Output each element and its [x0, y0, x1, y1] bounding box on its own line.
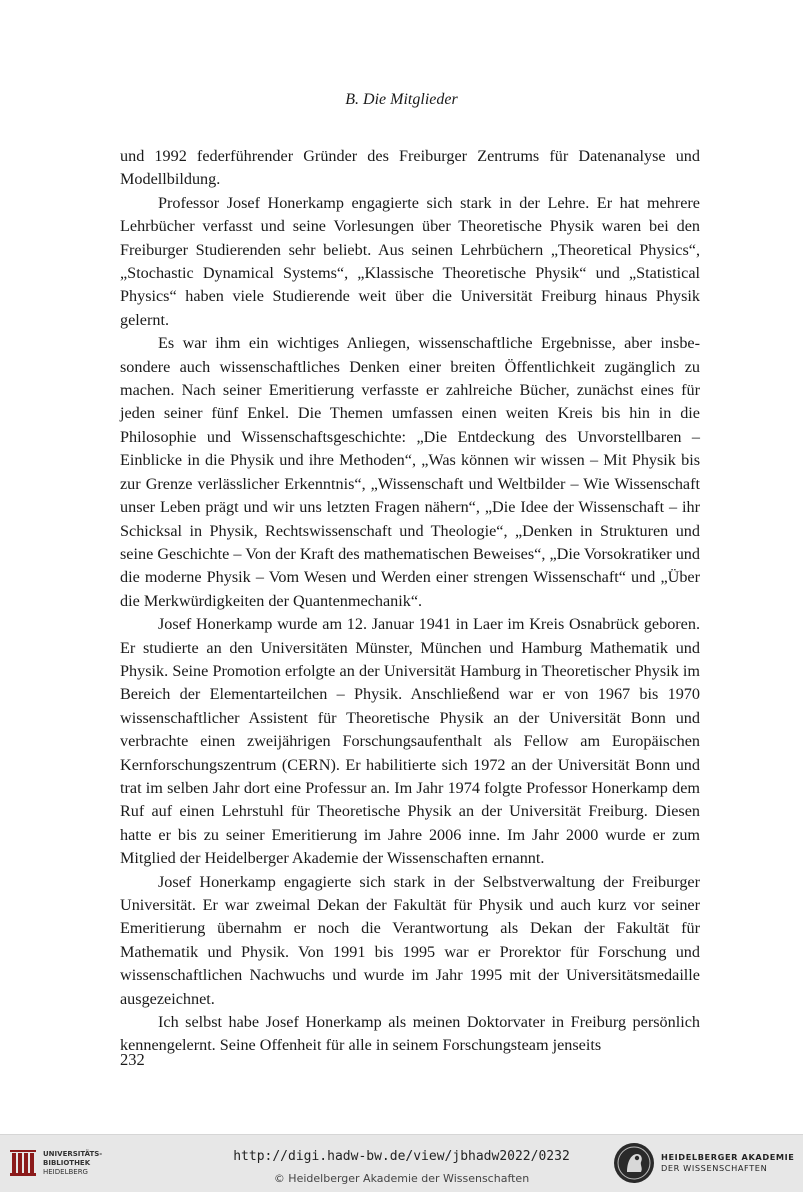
running-head: B. Die Mitglieder [345, 91, 458, 108]
body-text [120, 145, 700, 1058]
paragraph: Ich selbst habe Josef Honerkamp als meinen Doktorvater in Freiburg persönlich kennengelernt. Seine Offenheit für alle in seinem Forschungsteam jenseits [120, 1013, 700, 1055]
ub-logo-line: HEIDELBERG [43, 1168, 88, 1176]
page-number: 232 [120, 1050, 145, 1069]
academy-logo[interactable] [613, 1142, 797, 1184]
footer-bar [0, 1134, 803, 1192]
paragraph: Professor Josef Honerkamp engagierte sich stark in der Lehre. Er hat mehrere Lehrbücher verfasst und seine Vorlesungen über Theoretische Physik waren bei den Freiburger Studierenden sehr beliebt. Aus seinen Lehrbüchern „Theoretical Physics“, „Stochastic Dynamical Systems“, „Klassische Theoretische Physik“ und „Statistical Physics“ haben viele Studierende weit über die Universität Freiburg hinaus Physik gelernt. [120, 193, 700, 329]
academy-logo-line: DER WISSENSCHAFTEN [661, 1163, 768, 1173]
academy-logo-line: HEIDELBERGER AKADEMIE [661, 1152, 795, 1162]
copyright-notice: © Heidelberger Akademie der Wissenschaften [273, 1172, 530, 1185]
permalink-url[interactable]: http://digi.hadw-bw.de/view/jbhadw2022/0232 [233, 1149, 570, 1164]
ub-logo-line: UNIVERSITÄTS- [43, 1150, 103, 1158]
academy-label [661, 1152, 795, 1174]
paragraph: Josef Honerkamp wurde am 12. Januar 1941 in Laer im Kreis Osnabrück geboren. Er studierte an den Universitäten Münster, München und Hamburg Mathematik und Physik. Seine Promotion erfolgte an der Universität Hamburg in Theoretischer Physik im Bereich der Elementarteilchen – Physik. Anschließend war er von 1967 bis 1970 wissenschaftlicher Assistent für Theoretische Physik an der Universität Bonn und verbrachte einen zweijährigen Forschungsaufenthalt als Fellow am Europäischen Kernforschungszentrum (CERN). Er habilitierte sich 1972 an der Universität Bonn und trat im selben Jahr dort eine Professur an. Im Jahr 1974 folgte Professor Honerkamp dem Ruf auf einen Lehrstuhl für Theoretische Physik an der Universität Freiburg. Diesen hatte er bis zu seiner Emeritierung im Jahre 2006 inne. Im Jahr 2000 wurde er zum Mitglied der Heidelberger Akademie der Wissenschaften ernannt. [120, 615, 700, 868]
academy-seal-icon [613, 1142, 655, 1184]
paragraph: Es war ihm ein wichtiges Anliegen, wissenschaftliche Ergebnisse, aber insbesondere auch wissenschaftliches Denken einer breiten Öffentlichkeit zugänglich zu machen. Nach seiner Emeritierung verfasste er zahlreiche Bücher, zunächst eines für jeden seiner fünf Enkel. Die Themen umfassen einen weiten Kreis bis hin in die Philosophie und Wissenschaftsgeschichte: „Die Entdeckung des Unvorstellbaren – Einblicke in die Physik und ihre Methoden“, „Was können wir wissen – Mit Physik bis zur Grenze verlässlicher Erkenntnis“, „Wissenschaft und Weltbilder – Wie Wissenschaft unser Leben prägt und wir uns letzten Fragen nähern“, „Die Idee der Wissenschaft – ihr Schicksal in Physik, Rechtswissenschaft und Theologie“, „Denken in Strukturen und seine Geschichte – Von der Kraft des mathematischen Beweises“, „Die Vorsokratiker und die moderne Physik – Vom Wesen und Werden einer strengen Wissenschaft“ und „Über die Merkwürdigkeiten der Quantenmechanik“. [120, 334, 700, 610]
paragraph: und 1992 federführender Gründer des Freiburger Zentrums für Datenanalyse und Modellbildung. [120, 147, 700, 189]
ub-logo-line: BIBLIOTHEK [43, 1159, 91, 1167]
paragraph: Josef Honerkamp engagierte sich stark in der Selbstverwaltung der Freiburger Universität. Er war zweimal Dekan der Fakultät für Physik und auch kurz vor seiner Emeritierung übernahm er noch die Verantwortung als Dekan der Fakultät für Mathematik und Physik. Von 1991 bis 1995 war er Prorektor für Forschung und wissenschaftlichen Nachwuchs und wurde im Jahr 1995 mit der Universitätsmedaille ausgezeichnet. [120, 872, 700, 1008]
